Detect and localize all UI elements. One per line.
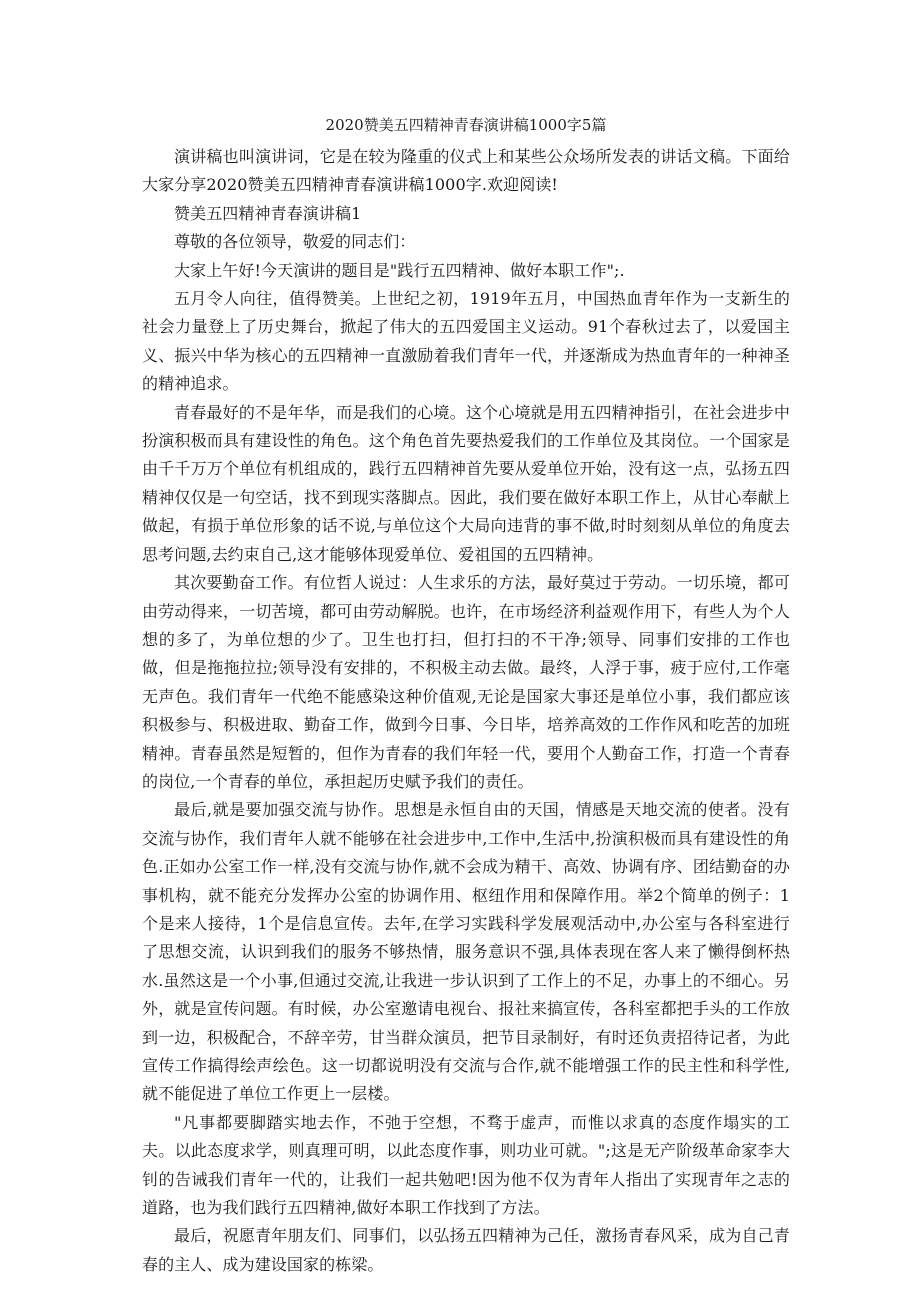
greeting-paragraph: 大家上午好!今天演讲的题目是"践行五四精神、做好本职工作";.	[174, 260, 625, 280]
intro-paragraph: 演讲稿也叫演讲词，它是在较为隆重的仪式上和某些公众场所发表的讲话文稿。下面给大家分享2020赞美五四精神青春演讲稿1000字.欢迎阅读!	[142, 147, 790, 195]
body-paragraph: 其次要勤奋工作。有位哲人说过：人生求乐的方法，最好莫过于劳动。一切乐境，都可由劳动得来，一切苦境，都可由劳动解脱。也许，在市场经济利益观作用下，有些人为个人想的多了，为单位想的少了。卫生也打扫，但打扫的不干净;领导、同事们安排的工作也做，但是拖拖拉拉;领导没有安排的，不积极主动去做。最终，人浮于事，疲于应付,工作毫无声色。我们青年一代绝不能感染这种价值观,无论是国家大事还是单位小事，我们都应该积极参与、积极进取、勤奋工作，做到今日事、今日毕，培养高效的工作作风和吃苦的加班精神。青春虽然是短暂的，但作为青春的我们年轻一代，要用个人勤奋工作，打造一个青春的岗位,一个青春的单位，承担起历史赋予我们的责任。	[142, 573, 790, 791]
quote-paragraph: "凡事都要脚踏实地去作，不弛于空想，不骛于虚声，而惟以求真的态度作塌实的工夫。以此态度求学，则真理可明，以此态度作事，则功业可就。";这是无产阶级革命家李大钊的告诫我们青年一代的，让我们一起共勉吧!因为他不仅为青年人指出了实现青年之志的道路，也为我们践行五四精神,做好本职工作找到了方法。	[142, 1112, 790, 1218]
closing-paragraph: 最后，祝愿青年朋友们、同事们，以弘扬五四精神为己任，激扬青春风采，成为自己青春的主人、成为建设国家的栋梁。	[142, 1226, 790, 1274]
document-page	[142, 112, 790, 1279]
document-title: 2020赞美五四精神青春演讲稿1000字5篇	[325, 116, 607, 134]
body-paragraph: 五月令人向往，值得赞美。上世纪之初，1919年五月，中国热血青年作为一支新生的社会力量登上了历史舞台，掀起了伟大的五四爱国主义运动。91个春秋过去了，以爱国主义、振兴中华为核心的五四精神一直激励着我们青年一代，并逐渐成为热血青年的一种神圣的精神追求。	[142, 289, 790, 394]
section-heading: 赞美五四精神青春演讲稿1	[174, 203, 362, 223]
body-paragraph: 青春最好的不是年华，而是我们的心境。这个心境就是用五四精神指引，在社会进步中扮演积极而具有建设性的角色。这个角色首先要热爱我们的工作单位及其岗位。一个国家是由千千万万个单位有机组成的，践行五四精神首先要从爱单位开始，没有这一点，弘扬五四精神仅仅是一句空话，找不到现实落脚点。因此，我们要在做好本职工作上，从甘心奉献上做起，有损于单位形象的话不说,与单位这个大局向违背的事不做,时时刻刻从单位的角度去思考问题,去约束自己,这才能够体现爱单位、爱祖国的五四精神。	[142, 402, 790, 564]
salutation-paragraph: 尊敬的各位领导，敬爱的同志们：	[174, 232, 416, 252]
body-paragraph: 最后,就是要加强交流与协作。思想是永恒自由的天国，情感是天地交流的使者。没有交流与协作，我们青年人就不能够在社会进步中,工作中,生活中,扮演积极而具有建设性的角色.正如办公室工作一样,没有交流与协作,就不会成为精干、高效、协调有序、团结勤奋的办事机构，就不能充分发挥办公室的协调作用、枢纽作用和保障作用。举2个简单的例子：1个是来人接待，1个是信息宣传。去年,在学习实践科学发展观活动中,办公室与各科室进行了思想交流，认识到我们的服务不够热情，服务意识不强,具体表现在客人来了懒得倒杯热水.虽然这是一个小事,但通过交流,让我进一步认识到了工作上的不足，办事上的不细心。另外，就是宣传问题。有时候，办公室邀请电视台、报社来搞宣传，各科室都把手头的工作放到一边，积极配合，不辞辛劳，甘当群众演员，把节目录制好，有时还负责招待记者，为此宣传工作搞得绘声绘色。这一切都说明没有交流与合作,就不能增强工作的民主性和科学性,就不能促进了单位工作更上一层楼。	[142, 800, 790, 1104]
